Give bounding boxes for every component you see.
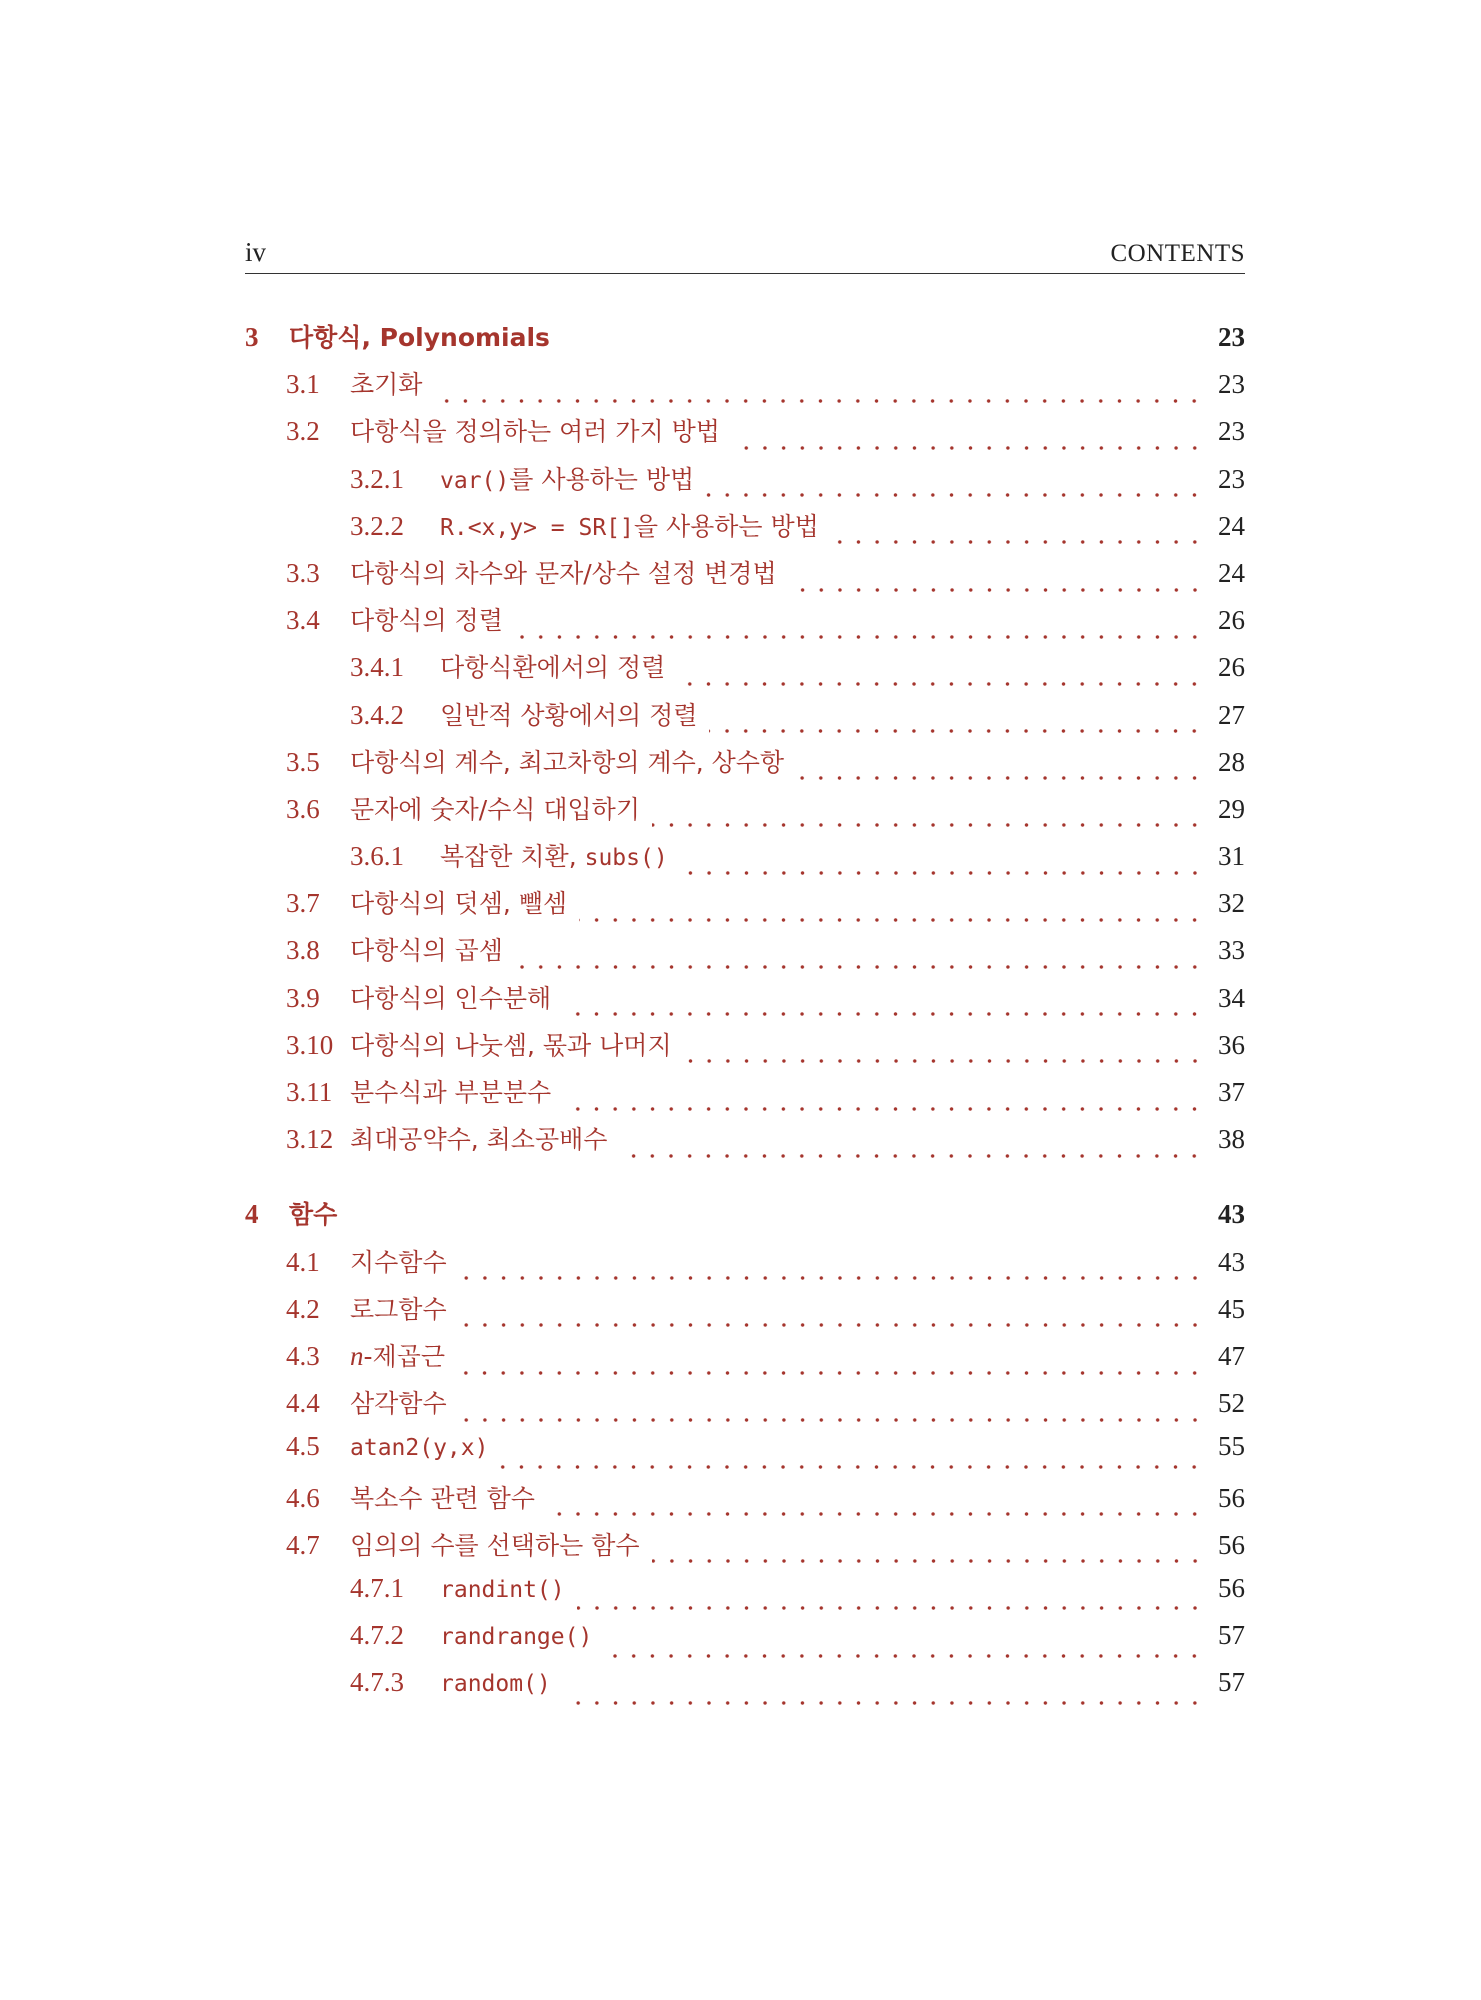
subsection-page: 56: [1218, 1572, 1245, 1603]
section-number: 3.12: [286, 1124, 334, 1155]
dot-leader: [547, 1498, 1204, 1518]
toc-entry-3-1[interactable]: [245, 365, 1245, 412]
section-page: 34: [1218, 982, 1245, 1013]
section-page: 23: [1218, 369, 1245, 400]
dot-leader: [604, 1640, 1204, 1660]
toc-chapter-4[interactable]: [245, 1195, 1245, 1242]
toc-entry-3-9[interactable]: [245, 979, 1245, 1026]
subsection-page: 23: [1218, 463, 1245, 494]
chapter-number: 3: [245, 322, 259, 352]
section-page: 45: [1218, 1293, 1245, 1324]
section-title: 다항식의 차수와 문자/상수 설정 변경법: [350, 558, 777, 588]
dot-leader: [434, 385, 1204, 405]
section-title: 다항식의 계수, 최고차항의 계수, 상수항: [350, 747, 785, 777]
section-number: 4.1: [286, 1246, 320, 1277]
section-title: 지수함수: [350, 1247, 447, 1277]
subsection-page: 31: [1218, 841, 1245, 872]
dot-leader: [789, 574, 1204, 594]
dot-leader: [706, 479, 1204, 499]
section-title: 다항식을 정의하는 여러 가지 방법: [350, 417, 720, 447]
dot-leader: [796, 762, 1204, 782]
subsection-number: 4.7.2: [350, 1620, 404, 1651]
dot-leader: [677, 668, 1204, 688]
toc-entry-4-4[interactable]: [245, 1384, 1245, 1431]
dot-leader: [831, 526, 1204, 546]
chapter-title: 다항식, Polynomials: [289, 323, 550, 352]
section-number: 3.8: [286, 935, 320, 966]
dot-leader: [684, 1045, 1204, 1065]
dot-leader: [459, 1309, 1204, 1329]
section-number: 3.6: [286, 793, 320, 824]
section-title: 삼각함수: [350, 1389, 447, 1419]
subsection-page: 57: [1218, 1620, 1245, 1651]
dot-leader: [563, 1687, 1204, 1707]
toc-entry-4-1[interactable]: [245, 1243, 1245, 1290]
subsection-number: 4.7.3: [350, 1667, 404, 1698]
code-fragment: var(): [440, 467, 510, 494]
dot-leader: [459, 1404, 1204, 1424]
subsection-page: 57: [1218, 1667, 1245, 1698]
subsection-page: 26: [1218, 652, 1245, 683]
section-title: 다항식의 덧셈, 뺄셈: [350, 889, 568, 919]
section-page: 36: [1218, 1029, 1245, 1060]
section-title: 초기화: [350, 370, 423, 400]
chapter-title: 함수: [289, 1200, 338, 1230]
section-page: 55: [1218, 1431, 1245, 1462]
toc-entry-4-5[interactable]: [245, 1431, 1245, 1478]
dot-leader: [652, 809, 1204, 829]
italic-variable: n: [350, 1340, 364, 1371]
section-number: 4.4: [286, 1388, 320, 1419]
dot-leader: [619, 1140, 1204, 1160]
subsection-number: 3.4.2: [350, 699, 404, 730]
section-number: 3.10: [286, 1029, 334, 1060]
running-title: CONTENTS: [1110, 240, 1245, 267]
table-of-contents: [245, 318, 1245, 1714]
section-title: atan2(y,x): [350, 1435, 489, 1462]
toc-entry-3-11[interactable]: [245, 1073, 1245, 1120]
section-number: 3.11: [286, 1077, 333, 1107]
toc-entry-4-3[interactable]: [245, 1337, 1245, 1384]
subsection-page: 24: [1218, 510, 1245, 541]
toc-entry-3-7[interactable]: [245, 884, 1245, 931]
subsection-title: 복잡한 치환, subs(): [440, 842, 668, 872]
section-number: 3.1: [286, 369, 320, 400]
subsection-number: 3.6.1: [350, 841, 404, 872]
section-number: 4.2: [286, 1293, 320, 1324]
running-header: [245, 235, 1245, 274]
subsection-title: var()를 사용하는 방법: [440, 464, 695, 494]
section-title: 로그함수: [350, 1294, 447, 1324]
subsection-number: 3.2.2: [350, 510, 404, 541]
toc-entry-4-7-3[interactable]: [245, 1667, 1245, 1714]
section-page: 56: [1218, 1529, 1245, 1560]
section-page: 43: [1218, 1246, 1245, 1277]
dot-leader: [500, 1451, 1204, 1471]
section-title: 복소수 관련 함수: [350, 1483, 535, 1513]
section-title: 다항식의 곱셈: [350, 936, 503, 966]
toc-entry-4-6[interactable]: [245, 1479, 1245, 1526]
dot-leader: [579, 904, 1204, 924]
toc-entry-3-4-1[interactable]: [245, 648, 1245, 695]
section-title: 최대공약수, 최소공배수: [350, 1125, 608, 1155]
section-number: 4.5: [286, 1431, 320, 1462]
page-label: iv: [245, 237, 267, 267]
toc-entry-3-2-1[interactable]: [245, 460, 1245, 507]
toc-page: [245, 235, 1245, 1714]
subsection-title: random(): [440, 1671, 551, 1698]
chapter-page: 23: [1218, 322, 1245, 352]
section-page: 26: [1218, 605, 1245, 636]
section-page: 29: [1218, 793, 1245, 824]
section-page: 38: [1218, 1124, 1245, 1155]
code-fragment: subs(): [584, 845, 668, 872]
toc-entry-3-3[interactable]: [245, 554, 1245, 601]
section-number: 3.5: [286, 746, 320, 777]
toc-entry-3-4[interactable]: [245, 601, 1245, 648]
chapter-number: 4: [245, 1199, 259, 1230]
section-title: 문자에 숫자/수식 대입하기: [350, 794, 640, 824]
section-title: n-제곱근: [350, 1340, 445, 1371]
dot-leader: [680, 857, 1204, 877]
toc-entry-3-6-1[interactable]: [245, 837, 1245, 884]
dot-leader: [577, 1592, 1204, 1612]
toc-entry-3-12[interactable]: [245, 1120, 1245, 1167]
chapter-page: 43: [1218, 1199, 1245, 1230]
section-title: 다항식의 인수분해: [350, 983, 552, 1013]
subsection-title: 일반적 상황에서의 정렬: [440, 700, 698, 730]
section-title: 다항식의 나눗셈, 몫과 나머지: [350, 1030, 672, 1060]
subsection-title: R.<x,y> = SR[]을 사용하는 방법: [440, 511, 819, 541]
toc-entry-3-4-2[interactable]: [245, 696, 1245, 743]
section-number: 3.4: [286, 605, 320, 636]
toc-entry-4-7-2[interactable]: [245, 1620, 1245, 1667]
section-page: 56: [1218, 1482, 1245, 1513]
subsection-page: 27: [1218, 699, 1245, 730]
toc-chapter-3[interactable]: [245, 318, 1245, 365]
dot-leader: [459, 1262, 1204, 1282]
section-page: 23: [1218, 416, 1245, 447]
section-page: 37: [1218, 1077, 1245, 1107]
code-fragment: R.<x,y> = SR[]: [440, 514, 634, 541]
section-page: 52: [1218, 1388, 1245, 1419]
subsection-number: 3.2.1: [350, 463, 404, 494]
dot-leader: [709, 715, 1204, 735]
section-number: 4.6: [286, 1482, 320, 1513]
section-title: 분수식과 부분분수: [350, 1078, 552, 1107]
dot-leader: [652, 1545, 1205, 1565]
dot-leader: [515, 951, 1204, 971]
toc-entry-3-6[interactable]: [245, 790, 1245, 837]
chapter-spacer: [245, 1167, 1245, 1195]
section-number: 3.2: [286, 416, 320, 447]
section-number: 3.3: [286, 557, 320, 588]
dot-leader: [563, 1093, 1204, 1113]
section-page: 47: [1218, 1340, 1245, 1371]
section-title: 임의의 수를 선택하는 함수: [350, 1530, 640, 1560]
section-title: 다항식의 정렬: [350, 606, 503, 636]
subsection-title: randint(): [440, 1576, 565, 1603]
toc-entry-3-8[interactable]: [245, 931, 1245, 978]
toc-entry-4-2[interactable]: [245, 1290, 1245, 1337]
subsection-title: randrange(): [440, 1624, 593, 1651]
section-page: 32: [1218, 888, 1245, 919]
dot-leader: [563, 998, 1204, 1018]
toc-entry-3-10[interactable]: [245, 1026, 1245, 1073]
subsection-number: 4.7.1: [350, 1572, 404, 1603]
section-page: 33: [1218, 935, 1245, 966]
section-page: 24: [1218, 557, 1245, 588]
dot-leader: [457, 1357, 1204, 1377]
toc-entry-4-7[interactable]: [245, 1526, 1245, 1573]
subsection-number: 3.4.1: [350, 652, 404, 683]
section-number: 3.7: [286, 888, 320, 919]
toc-entry-4-7-1[interactable]: [245, 1573, 1245, 1620]
toc-entry-3-2[interactable]: [245, 412, 1245, 459]
section-number: 4.3: [286, 1340, 320, 1371]
dot-leader: [732, 432, 1204, 452]
toc-entry-3-2-2[interactable]: [245, 507, 1245, 554]
dot-leader: [515, 621, 1204, 641]
section-page: 28: [1218, 746, 1245, 777]
toc-entry-3-5[interactable]: [245, 743, 1245, 790]
section-number: 3.9: [286, 982, 320, 1013]
section-number: 4.7: [286, 1529, 320, 1560]
subsection-title: 다항식환에서의 정렬: [440, 653, 666, 683]
